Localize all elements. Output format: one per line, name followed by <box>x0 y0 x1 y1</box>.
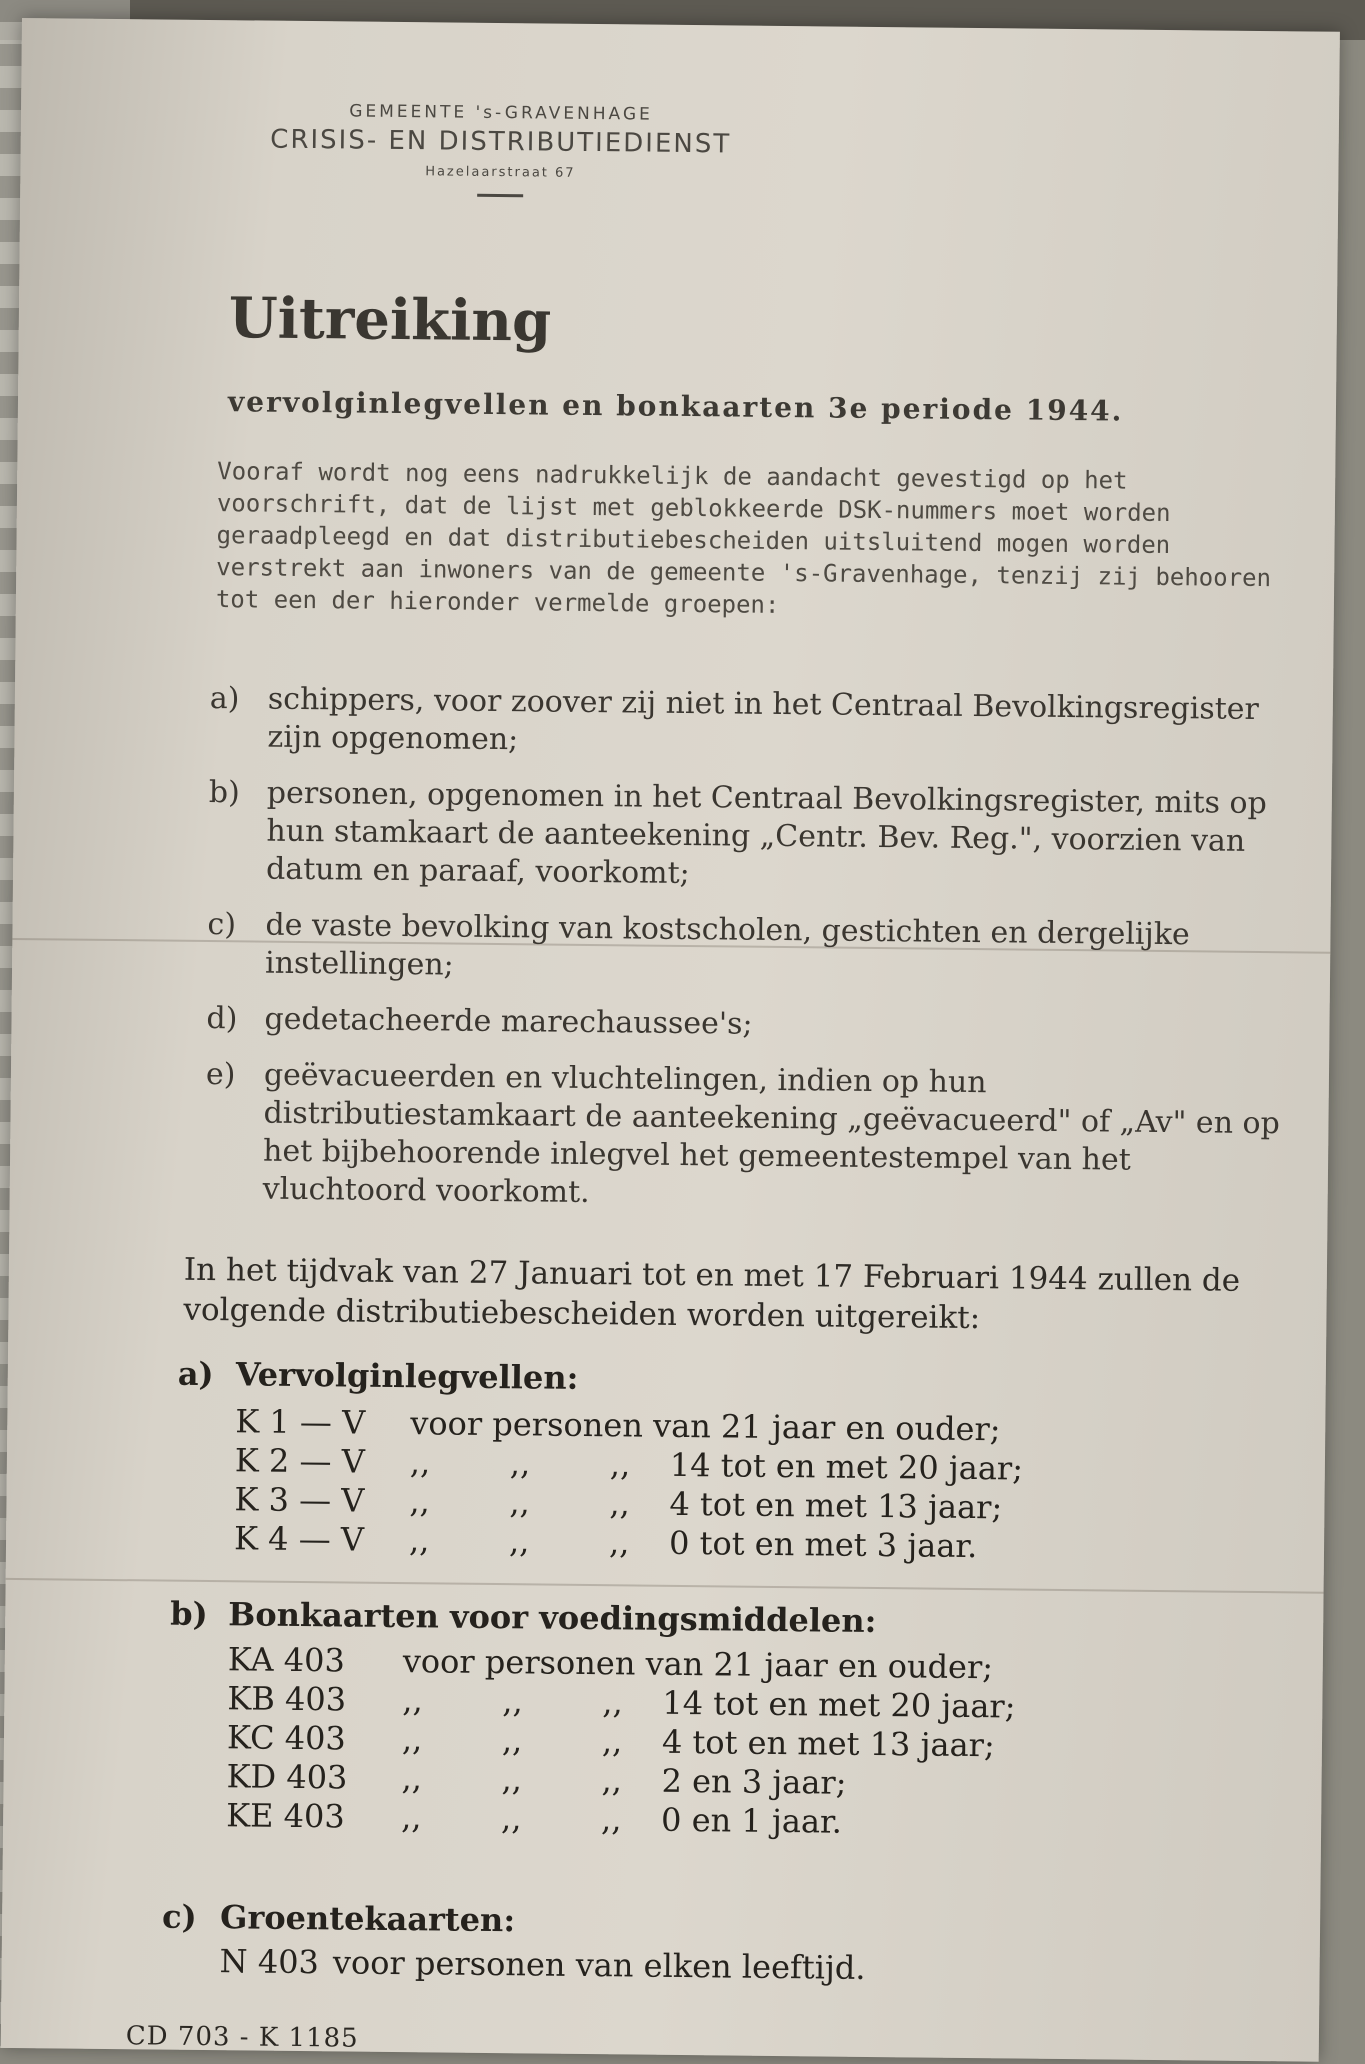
section-label: c) <box>161 1897 197 1936</box>
card-description: voor personen van 21 jaar en ouder; <box>402 1642 994 1687</box>
list-item-text: geëvacueerden en vluchtelingen, indien op hun distributiestamkaart de aanteekening „geëvacueerd" of „Av" en op het bijbehoorende inlegvel het gemeentestempel van het vluchtoord voorkomt. <box>262 1057 1280 1211</box>
card-code: K 2 — V <box>234 1441 365 1481</box>
card-description: 4 tot en met 13 jaar; <box>669 1484 1003 1527</box>
notice-content <box>125 80 1311 2054</box>
letterhead <box>220 100 781 200</box>
section-heading <box>162 1898 515 1940</box>
card-description: 14 tot en met 20 jaar; <box>662 1683 1016 1726</box>
paper-fold-line <box>6 1578 1324 1594</box>
section-label: a) <box>177 1354 214 1394</box>
list-item <box>209 680 1295 767</box>
section-title: Bonkaarten voor voedingsmiddelen: <box>228 1595 877 1641</box>
section-rows <box>234 1402 1024 1566</box>
ditto-marks: ,, ,, ,, <box>401 1759 623 1800</box>
table-row <box>234 1519 1022 1566</box>
card-code: N 403 <box>219 1942 320 1982</box>
list-item-label: e) <box>205 1056 236 1093</box>
card-code: KE 403 <box>225 1796 345 1836</box>
card-code: K 4 — V <box>233 1519 365 1559</box>
notice-subtitle: vervolginlegvellen en bonkaarten 3e periode 1944. <box>227 385 1124 428</box>
list-item-text: schippers, voor zoover zij niet in het Centraal Bevolkingsregister zijn opgenomen; <box>267 681 1260 758</box>
list-item-text: de vaste bevolking van kostscholen, gestichten en dergelijke instellingen; <box>264 907 1190 983</box>
list-item-label: c) <box>207 906 237 943</box>
notice-paper <box>1 18 1340 2062</box>
list-item-label: b) <box>208 775 241 811</box>
card-description: 14 tot en met 20 jaar; <box>669 1445 1024 1488</box>
section-title: Groentekaarten: <box>219 1898 516 1940</box>
section-rows <box>226 1640 1016 1843</box>
table-row <box>219 1942 865 1988</box>
card-description: voor personen van elken leeftijd. <box>332 1943 866 1987</box>
list-item <box>205 1056 1292 1219</box>
list-item <box>206 1000 1291 1049</box>
ditto-marks: ,, ,, ,, <box>402 1681 623 1722</box>
card-code: KC 403 <box>226 1718 346 1758</box>
section-rows <box>219 1942 865 1988</box>
section-label: b) <box>170 1594 209 1634</box>
card-description: 0 en 1 jaar. <box>660 1800 843 1841</box>
letterhead-rule <box>477 194 523 197</box>
notice-title: Uitreiking <box>228 285 552 355</box>
ditto-marks: ,, ,, ,, <box>400 1798 622 1839</box>
section-heading <box>170 1595 877 1640</box>
card-code: K 3 — V <box>234 1480 365 1520</box>
table-row <box>226 1796 1014 1843</box>
ditto-marks: ,, ,, ,, <box>409 1482 631 1523</box>
card-code: KA 403 <box>227 1640 345 1680</box>
form-code: CD 703 - K 1185 <box>125 2021 359 2054</box>
ditto-marks: ,, ,, ,, <box>401 1720 623 1761</box>
letterhead-municipality: GEMEENTE 's-GRAVENHAGE <box>349 101 653 125</box>
list-item-label: d) <box>206 1000 238 1037</box>
card-description: voor personen van 21 jaar en ouder; <box>410 1404 1001 1449</box>
intro-paragraph: Vooraf wordt nog eens nadrukkelijk de aandacht gevestigd op het voorschrift, dat de lijst met geblokkeerde DSK-nummers moet worden geraadpleegd en dat distributiebescheiden uitsluitend mogen worden verstrekt aan inwoners van de gemeente 's-Gravenhage, tenzij zij behooren tot een der hieronder vermelde groepen: <box>215 457 1272 619</box>
card-code: KB 403 <box>227 1679 347 1719</box>
exception-groups-list <box>205 680 1295 1219</box>
card-code: KD 403 <box>226 1757 348 1797</box>
card-description: 2 en 3 jaar; <box>661 1761 847 1802</box>
card-description: 4 tot en met 13 jaar; <box>661 1722 995 1765</box>
card-code: K 1 — V <box>235 1402 366 1442</box>
ditto-marks: ,, ,, ,, <box>409 1443 631 1484</box>
period-paragraph: In het tijdvak van 27 Januari tot en met 17 Februari 1944 zullen de volgende distributiebescheiden worden uitgereikt: <box>183 1251 1241 1337</box>
card-description: 0 tot en met 3 jaar. <box>668 1523 978 1566</box>
list-item-text: personen, opgenomen in het Centraal Bevolkingsregister, mits op hun stamkaart de aanteekening „Centr. Bev. Reg.", voorzien van datum en paraaf, voorkomt; <box>265 775 1267 892</box>
section-title: Vervolginlegvellen: <box>235 1355 579 1397</box>
section-heading <box>178 1355 579 1397</box>
list-item-label: a) <box>209 681 240 717</box>
list-item <box>208 774 1294 899</box>
letterhead-address: Hazelaarstraat 67 <box>425 164 576 181</box>
list-item-text: gedetacheerde marechaussee's; <box>264 1001 753 1042</box>
list-item <box>207 906 1293 993</box>
ditto-marks: ,, ,, ,, <box>408 1521 630 1562</box>
letterhead-department: CRISIS- EN DISTRIBUTIEDIENST <box>270 124 732 160</box>
